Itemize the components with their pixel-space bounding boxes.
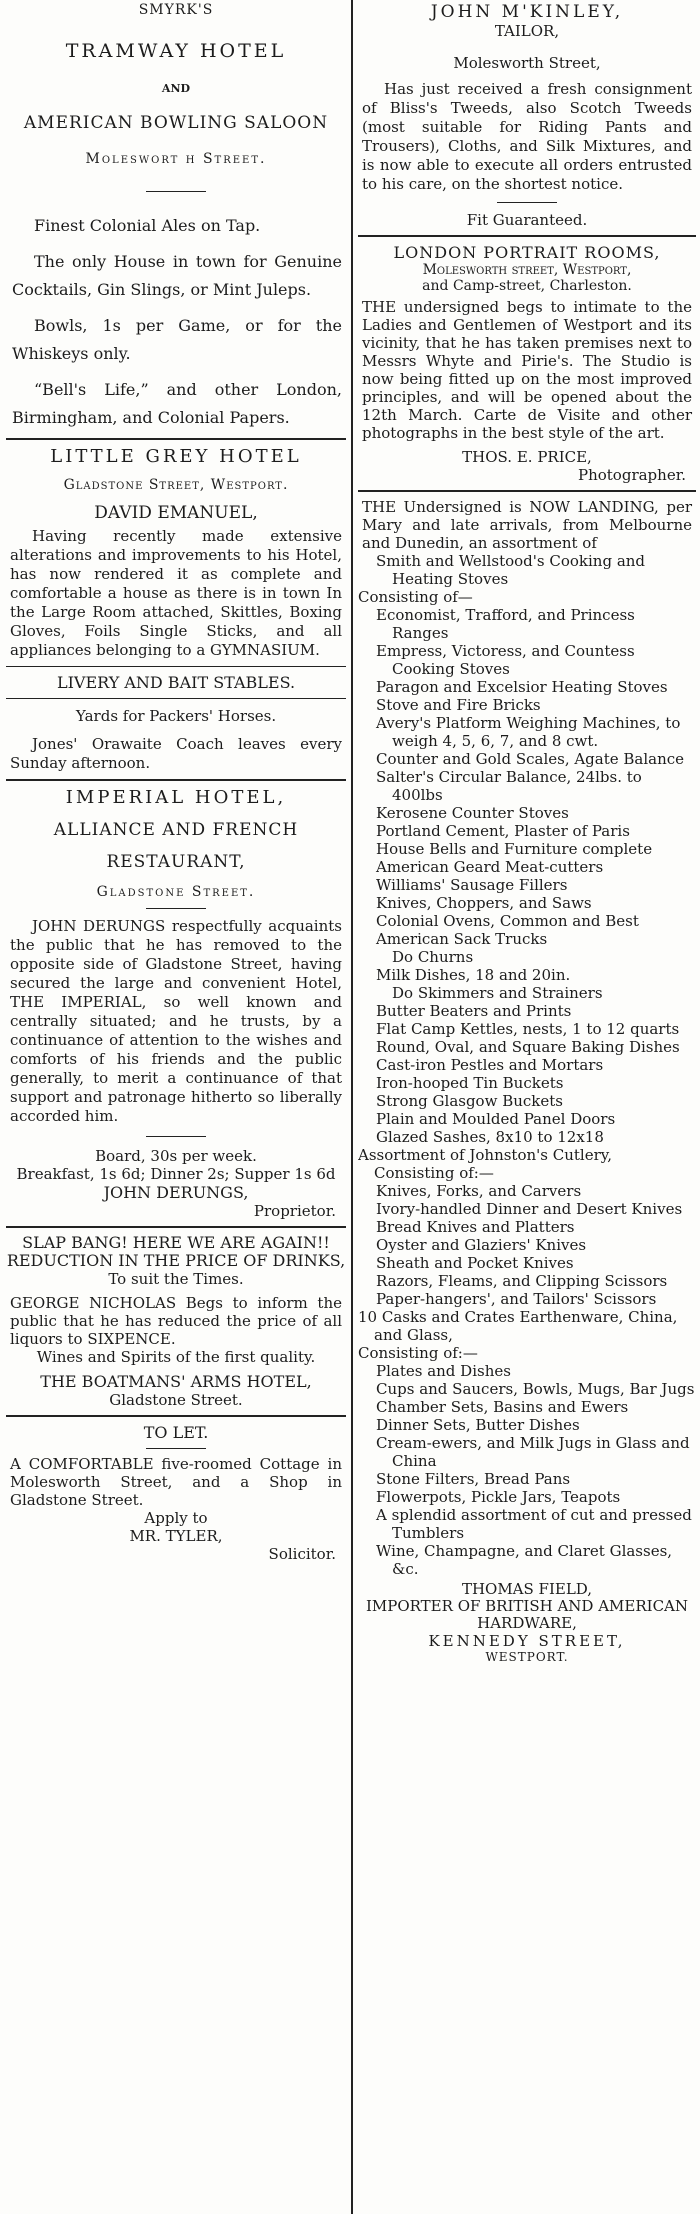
short-rule	[146, 908, 206, 909]
list-item: Glazed Sashes, 8x10 to 12x18	[376, 1128, 604, 1146]
importer-line: IMPORTER OF BRITISH AND AMERICAN HARDWARE,	[365, 1597, 689, 1632]
paragraph: Finest Colonial Ales on Tap.	[34, 216, 261, 235]
list-item: A splendid assortment of cut and pressed Tumblers	[376, 1506, 692, 1542]
left-column	[6, 0, 346, 2214]
little-grey-hotel-ad	[6, 446, 346, 773]
list-item: American Geard Meat-cutters	[376, 858, 604, 876]
proprietor-name: JOHN DERUNGS,	[103, 1183, 249, 1202]
trade-line: TAILOR,	[494, 22, 560, 40]
section-rule	[6, 1415, 346, 1417]
ad-title: TRAMWAY HOTEL	[65, 40, 287, 62]
street-line: Moleswort h Street.	[85, 151, 267, 167]
section-rule	[358, 490, 696, 492]
signer-name: THOMAS FIELD,	[461, 1580, 593, 1598]
ad-title: JOHN M'KINLEY,	[430, 2, 624, 22]
paragraph: Bowls, 1s per Game, or for the Whiskeys only.	[12, 316, 342, 363]
address-line: and Camp-street, Charleston.	[422, 278, 632, 294]
smyrks-tramway-hotel-ad	[6, 2, 346, 432]
ad-subtitle: ALLIANCE AND FRENCH	[53, 820, 299, 840]
list-item: Avery's Platform Weighing Machines, to weigh 4, 5, 6, 7, and 8 cwt.	[376, 714, 681, 750]
list-item: Counter and Gold Scales, Agate Balance	[376, 750, 685, 768]
livery-heading: LIVERY AND BAIT STABLES.	[56, 673, 296, 692]
hardware-ad	[358, 498, 696, 1664]
list-item: Colonial Ovens, Common and Best	[376, 912, 639, 930]
section-rule	[6, 438, 346, 440]
owner-name: SMYRK'S	[138, 2, 214, 18]
tagline: To suit the Times.	[108, 1270, 244, 1288]
town-line: WESTPORT.	[485, 1650, 569, 1664]
list-item: Cast-iron Pestles and Mortars	[376, 1056, 604, 1074]
paragraph: Having recently made extensive alterations and improvements to his Hotel, has now rendered it as complete and comfortable a house as there is in town In the Large Room attached, Skittles, Boxing Gloves, Foils Single Sticks, and all appliances belonging to a GYMNASIUM.	[10, 527, 342, 659]
to-let-ad	[6, 1423, 346, 1563]
list-item: Iron-hooped Tin Buckets	[376, 1074, 564, 1092]
list-item: Assortment of Johnston's Cutlery, Consisting of:—	[358, 1146, 612, 1182]
section-rule	[6, 779, 346, 781]
address-line: Molesworth street, Westport,	[422, 262, 632, 278]
list-item: Williams' Sausage Fillers	[376, 876, 568, 894]
list-item: Ivory-handled Dinner and Desert Knives	[376, 1200, 683, 1218]
list-item: Stone Filters, Bread Pans	[376, 1470, 571, 1488]
meal-prices: Breakfast, 1s 6d; Dinner 2s; Supper 1s 6d	[16, 1165, 336, 1183]
contact-role: Solicitor.	[268, 1545, 336, 1563]
list-item: Flat Camp Kettles, nests, 1 to 12 quarts	[376, 1020, 680, 1038]
mckinley-tailor-ad	[358, 2, 696, 229]
hotel-name: THE BOATMANS' ARMS HOTEL,	[40, 1372, 312, 1391]
ad-title: TO LET.	[143, 1423, 209, 1442]
list-item: Do Churns	[392, 948, 474, 966]
conjunction: AND	[161, 82, 191, 95]
list-item: Plain and Moulded Panel Doors	[376, 1110, 616, 1128]
imperial-hotel-ad	[6, 787, 346, 1220]
list-item: Razors, Fleams, and Clipping Scissors	[376, 1272, 668, 1290]
short-rule	[497, 202, 557, 203]
paragraph: THE undersigned begs to intimate to the Ladies and Gentlemen of Westport and its vicinity, that he has taken premises next to Messrs Whyte and Pirie's. The Studio is now being fitted up on the most improved principles, and will be opened about the 12th March. Carte de Visite and other photographs in the best style of the art.	[362, 298, 692, 442]
list-item: Smith and Wellstood's Cooking and Heating Stoves	[376, 552, 646, 588]
short-rule	[146, 191, 206, 192]
section-rule	[6, 666, 346, 667]
street-line: Gladstone Street, Westport.	[63, 477, 289, 493]
list-item: Round, Oval, and Square Baking Dishes	[376, 1038, 680, 1056]
short-rule	[146, 1448, 206, 1449]
list-item: Dinner Sets, Butter Dishes	[376, 1416, 580, 1434]
signer-role: Photographer.	[578, 466, 686, 484]
list-item: Portland Cement, Plaster of Paris	[376, 822, 630, 840]
list-item: Do Skimmers and Strainers	[392, 984, 603, 1002]
ad-title: LONDON PORTRAIT ROOMS,	[393, 243, 661, 262]
column-divider	[351, 0, 353, 2214]
list-item: Knives, Forks, and Carvers	[376, 1182, 582, 1200]
list-item: Sheath and Pocket Knives	[376, 1254, 574, 1272]
list-item: Empress, Victoress, and Countess Cooking Stoves	[376, 642, 635, 678]
coach-line: Jones' Orawaite Coach leaves every Sunday afternoon.	[10, 735, 342, 772]
signer-name: THOS. E. PRICE,	[462, 448, 592, 466]
list-item: Consisting of—	[358, 588, 473, 606]
apply-line: Apply to	[144, 1509, 208, 1527]
street-line: Gladstone Street.	[96, 884, 256, 900]
paragraph: A COMFORTABLE five-roomed Cottage in Molesworth Street, and a Shop in Gladstone Street.	[10, 1455, 342, 1509]
london-portrait-rooms-ad	[358, 243, 696, 484]
list-item: Bread Knives and Platters	[376, 1218, 575, 1236]
slap-bang-ad	[6, 1234, 346, 1409]
ad-subtitle: AMERICAN BOWLING SALOON	[23, 113, 329, 133]
street-line: KENNEDY STREET,	[428, 1632, 626, 1650]
list-item: Economist, Trafford, and Princess Ranges	[376, 606, 635, 642]
yards-line: Yards for Packers' Horses.	[75, 707, 277, 725]
paragraph: Has just received a fresh consignment of Bliss's Tweeds, also Scotch Tweeds (most suitable for Riding Pants and Trousers), Cloths, and Silk Mixtures, and is now able to execute all orders entrusted to his care, on the shortest notice.	[362, 80, 692, 193]
list-item: Butter Beaters and Prints	[376, 1002, 572, 1020]
short-rule	[146, 1136, 206, 1137]
list-item: Consisting of:—	[358, 1344, 478, 1362]
paragraph: The only House in town for Genuine Cocktails, Gin Slings, or Mint Juleps.	[12, 252, 342, 299]
street-line: Molesworth Street,	[453, 54, 601, 72]
ad-title: IMPERIAL HOTEL,	[65, 787, 287, 808]
proprietor-role: Proprietor.	[253, 1202, 336, 1220]
intro-paragraph: THE Undersigned is NOW LANDING, per Mary and late arrivals, from Melbourne and Dunedin, an assortment of	[362, 498, 692, 552]
list-item: Cups and Saucers, Bowls, Mugs, Bar Jugs	[376, 1380, 695, 1398]
headline: REDUCTION IN THE PRICE OF DRINKS,	[6, 1251, 346, 1270]
right-column	[358, 0, 696, 2214]
section-rule	[6, 698, 346, 699]
list-item: Salter's Circular Balance, 24lbs. to 400lbs	[376, 768, 642, 804]
ad-title: LITTLE GREY HOTEL	[50, 446, 302, 467]
list-item: Cream-ewers, and Milk Jugs in Glass and China	[376, 1434, 690, 1470]
list-item: Strong Glasgow Buckets	[376, 1092, 563, 1110]
paragraph: “Bell's Life,” and other London, Birmingham, and Colonial Papers.	[12, 380, 342, 427]
paragraph: JOHN DERUNGS respectfully acquaints the public that he has removed to the opposite side of Gladstone Street, having secured the large and convenient Hotel, THE IMPERIAL, so well known and centrally situated; and he trusts, by a continuance of attention to the wishes and comforts of his friends and the public generally, to merit a continuance of that support and patronage hitherto so liberally accorded him.	[10, 917, 342, 1125]
item-list	[358, 552, 696, 1578]
street-line: Gladstone Street.	[109, 1391, 243, 1409]
list-item: 10 Casks and Crates Earthenware, China, and Glass,	[358, 1308, 678, 1344]
owner-name: DAVID EMANUEL,	[94, 503, 258, 523]
list-item: Kerosene Counter Stoves	[376, 804, 569, 822]
board-rate: Board, 30s per week.	[95, 1147, 257, 1165]
list-item: Oyster and Glaziers' Knives	[376, 1236, 587, 1254]
paragraph: GEORGE NICHOLAS Begs to inform the public that he has reduced the price of all liquors to SIXPENCE.	[10, 1294, 342, 1348]
list-item: Chamber Sets, Basins and Ewers	[376, 1398, 629, 1416]
list-item: House Bells and Furniture complete	[376, 840, 653, 858]
list-item: Wine, Champagne, and Claret Glasses, &c.	[376, 1542, 673, 1578]
list-item: Paragon and Excelsior Heating Stoves	[376, 678, 668, 696]
list-item: American Sack Trucks	[376, 930, 548, 948]
section-rule	[6, 1226, 346, 1228]
list-item: Knives, Choppers, and Saws	[376, 894, 592, 912]
section-rule	[358, 235, 696, 237]
headline: SLAP BANG! HERE WE ARE AGAIN!!	[22, 1233, 330, 1252]
list-item: Milk Dishes, 18 and 20in.	[376, 966, 571, 984]
wines-line: Wines and Spirits of the first quality.	[36, 1348, 316, 1366]
list-item: Paper-hangers', and Tailors' Scissors	[376, 1290, 657, 1308]
list-item: Flowerpots, Pickle Jars, Teapots	[376, 1488, 621, 1506]
list-item: Plates and Dishes	[376, 1362, 511, 1380]
contact-name: MR. TYLER,	[129, 1527, 223, 1545]
ad-subtitle: RESTAURANT,	[106, 852, 246, 872]
fit-line: Fit Guaranteed.	[466, 211, 588, 229]
list-item: Stove and Fire Bricks	[376, 696, 541, 714]
